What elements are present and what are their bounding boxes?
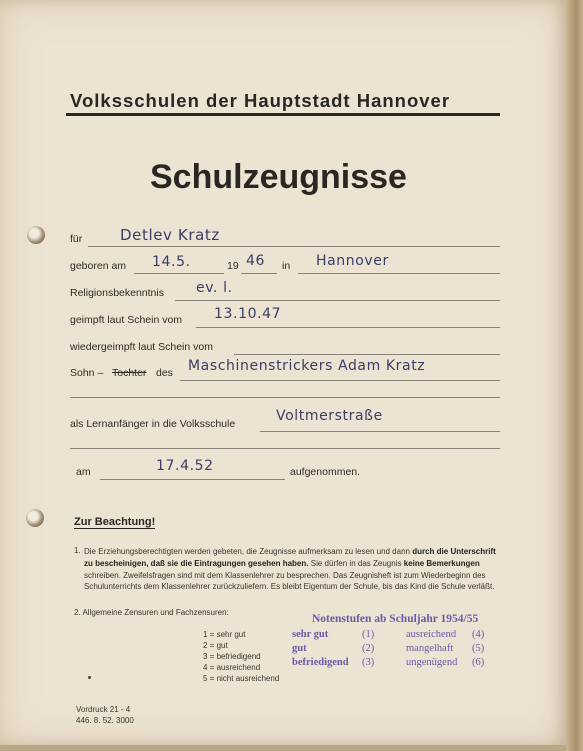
folded-page-edge (566, 0, 583, 751)
geimpft-label: geimpft laut Schein vom (70, 314, 183, 326)
blank-line (70, 397, 500, 398)
tochter-label: Tochter (112, 367, 147, 379)
notice-1-a: Die Erziehungsberechtigten werden gebeten, die Zeugnisse aufmerksam zu lesen und dann (84, 547, 410, 556)
punch-hole (26, 509, 44, 527)
notice-1-b: durch die Unterschrift zu bescheinigen, daß sie die Eintragungen gesehen haben. (84, 547, 496, 568)
sohn-label: Sohn – (70, 367, 104, 379)
enrollment-date-line (100, 479, 285, 480)
birth-year-line (241, 273, 277, 274)
blank-line (70, 448, 500, 449)
aufgenommen-label: aufgenommen. (290, 466, 361, 478)
notice-paragraph-2: 2. Allgemeine Zensuren und Fachzensuren: (74, 608, 229, 617)
stamp-grade-number: (4) (472, 629, 485, 640)
grade-scale-item: 2 = gut (203, 641, 228, 650)
stamp-grade-name: befriedigend (292, 657, 349, 668)
geimpft-line (196, 327, 500, 328)
wiedergeimpft-label: wiedergeimpft laut Schein vom (70, 341, 213, 353)
birth-year: 46 (246, 253, 266, 269)
stamp-grade-number: (3) (362, 657, 375, 668)
form-number: Vordruck 21 - 4 (76, 705, 131, 714)
stamp-grade-name: sehr gut (292, 629, 329, 640)
issuer-header: Volksschulen der Hauptstadt Hannover (70, 90, 451, 111)
stamp-grade-number: (1) (362, 629, 375, 640)
school-line (260, 431, 500, 432)
birth-place-line (298, 273, 500, 274)
school-name: Voltmerstraße (276, 408, 383, 424)
wiedergeimpft-line (234, 354, 500, 355)
birth-date-line (134, 273, 224, 274)
birth-place: Hannover (316, 253, 389, 269)
header-underline (66, 113, 500, 116)
notice-1-c: Sie dürfen in das Zeugnis (310, 558, 402, 568)
notice-1-number: 1. (74, 546, 81, 555)
fuer-label: für (70, 233, 83, 245)
stamp-grade-name: ungenügend (406, 657, 458, 668)
am-label: am (76, 466, 91, 478)
religion-label: Religionsbekenntnis (70, 287, 164, 299)
stamp-grade-number: (2) (362, 643, 375, 654)
print-code: 446. 8. 52. 3000 (76, 716, 134, 725)
birth-date: 14.5. (152, 254, 191, 270)
parent-name: Maschinenstrickers Adam Kratz (188, 358, 426, 374)
ink-dot (88, 676, 91, 679)
notice-1-d: keine Bemerkungen (403, 558, 480, 568)
religion-line (175, 300, 500, 301)
parent-line (180, 380, 500, 381)
notice-paragraph-1 (84, 546, 496, 593)
in-label: in (282, 260, 291, 272)
page-title: Schulzeugnisse (150, 158, 407, 196)
geboren-label: geboren am (70, 260, 127, 272)
lernanfaenger-label: als Lernanfänger in die Volksschule (70, 418, 236, 430)
student-name: Detlev Kratz (120, 226, 220, 244)
fuer-line (88, 246, 500, 247)
des-label: des (156, 367, 173, 379)
stamp-grade-name: ausreichend (406, 629, 457, 640)
enrollment-date: 17.4.52 (156, 458, 214, 474)
vaccination-date: 13.10.47 (214, 306, 282, 322)
grade-scale-item: 1 = sehr gut (203, 630, 246, 639)
grade-scale-item: 5 = nicht ausreichend (203, 674, 280, 683)
stamp-grade-name: gut (292, 643, 307, 654)
stamp-grade-number: (6) (472, 657, 485, 668)
stamp-title: Notenstufen ab Schuljahr 1954/55 (312, 613, 479, 625)
stamp-grade-number: (5) (472, 643, 485, 654)
religion-value: ev. l. (196, 280, 233, 296)
stamp-grade-name: mangelhaft (406, 643, 454, 654)
notice-heading: Zur Beachtung! (74, 516, 156, 528)
punch-hole (27, 226, 45, 244)
notice-1-e: schreiben. Zweifelsfragen sind mit dem Klassenlehrer zu besprechen. Das Zeugnisheft ist zum Wiederbeginn des Schulunterrichts dem Klassenlehrer zurückzuliefern. Es bleibt Eigentum der Schule, bis das Kind die Schule verläßt. (84, 570, 495, 592)
year-prefix: 19 (227, 260, 239, 272)
grade-scale-item: 4 = ausreichend (203, 663, 261, 672)
grade-scale-item: 3 = befriedigend (203, 652, 261, 661)
